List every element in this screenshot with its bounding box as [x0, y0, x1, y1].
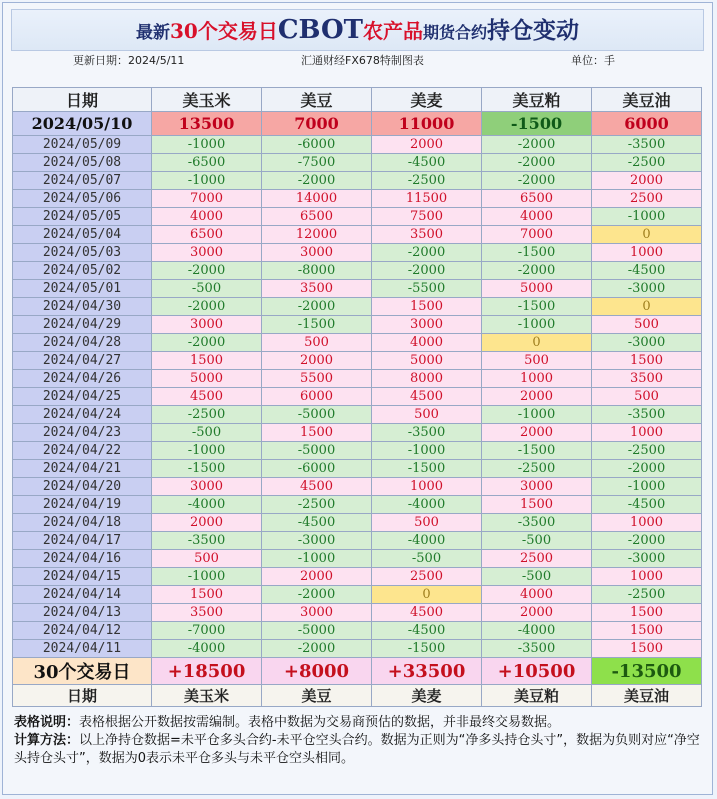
value-cell-soyoil: 1500 — [592, 352, 702, 370]
col-header-corn: 美玉米 — [152, 88, 262, 112]
value-cell-soyoil: -13500 — [592, 658, 702, 685]
value-cell-wheat: 8000 — [372, 370, 482, 388]
value-cell-wheat: 3500 — [372, 226, 482, 244]
value-cell-wheat: 1500 — [372, 298, 482, 316]
value-cell-wheat: +33500 — [372, 658, 482, 685]
value-cell-corn: -6500 — [152, 154, 262, 172]
value-cell-soybean: -8000 — [262, 262, 372, 280]
footer-row — [13, 685, 702, 707]
value-cell-soymeal: -1500 — [482, 442, 592, 460]
value-cell-corn: 500 — [152, 550, 262, 568]
note-method — [14, 732, 700, 768]
value-cell-wheat: -2000 — [372, 262, 482, 280]
value-cell-soyoil: 6000 — [592, 112, 702, 136]
value-cell-corn: -3500 — [152, 532, 262, 550]
value-cell-soyoil: 0 — [592, 298, 702, 316]
value-cell-wheat: -5500 — [372, 280, 482, 298]
date-cell: 2024/04/28 — [13, 334, 152, 352]
value-cell-corn: 3000 — [152, 478, 262, 496]
date-cell: 2024/04/30 — [13, 298, 152, 316]
value-cell-soymeal: -2000 — [482, 136, 592, 154]
date-cell: 2024/04/11 — [13, 640, 152, 658]
date-cell: 2024/04/20 — [13, 478, 152, 496]
value-cell-soyoil: 1500 — [592, 640, 702, 658]
value-cell-soyoil: 500 — [592, 388, 702, 406]
value-cell-wheat: -3500 — [372, 424, 482, 442]
date-cell: 2024/04/21 — [13, 460, 152, 478]
value-cell-wheat: 4500 — [372, 388, 482, 406]
value-cell-wheat: -500 — [372, 550, 482, 568]
value-cell-soymeal: -3500 — [482, 640, 592, 658]
value-cell-soyoil: -1000 — [592, 208, 702, 226]
value-cell-corn: -500 — [152, 424, 262, 442]
date-cell: 2024/05/07 — [13, 172, 152, 190]
value-cell-soymeal: -2000 — [482, 154, 592, 172]
date-cell: 2024/05/06 — [13, 190, 152, 208]
table-row — [13, 298, 702, 316]
value-cell-soymeal: -2000 — [482, 262, 592, 280]
table-row — [13, 406, 702, 424]
date-cell: 2024/04/12 — [13, 622, 152, 640]
value-cell-soymeal: 2000 — [482, 604, 592, 622]
value-cell-wheat: 5000 — [372, 352, 482, 370]
value-cell-soybean: -4500 — [262, 514, 372, 532]
col-header-soymeal: 美豆粕 — [482, 88, 592, 112]
value-cell-corn: -2000 — [152, 298, 262, 316]
value-cell-wheat: 500 — [372, 406, 482, 424]
value-cell-soyoil: -3500 — [592, 136, 702, 154]
value-cell-soybean: 1500 — [262, 424, 372, 442]
note-method-text: 以上净持仓数据=未平仓多头合约-未平仓空头合约。数据为正则为“净多头持仓头寸”，数据为负则对应“净空头持仓头寸”，数据为0表示未平仓多头与未平仓空头相同。 — [14, 733, 700, 766]
value-cell-soymeal: -500 — [482, 532, 592, 550]
value-cell-corn: +18500 — [152, 658, 262, 685]
value-cell-wheat: 11500 — [372, 190, 482, 208]
value-cell-soybean: -5000 — [262, 406, 372, 424]
value-cell-corn: -4000 — [152, 496, 262, 514]
value-cell-wheat: -4500 — [372, 154, 482, 172]
table-row — [13, 226, 702, 244]
value-cell-soybean: 6500 — [262, 208, 372, 226]
value-cell-soymeal: 4000 — [482, 208, 592, 226]
page-title — [11, 9, 704, 51]
date-cell: 2024/05/05 — [13, 208, 152, 226]
date-cell: 2024/05/02 — [13, 262, 152, 280]
value-cell-soymeal: 4000 — [482, 586, 592, 604]
table-row — [13, 514, 702, 532]
table-row — [13, 172, 702, 190]
note-description — [14, 714, 700, 732]
table-row — [13, 622, 702, 640]
value-cell-soymeal: +10500 — [482, 658, 592, 685]
value-cell-soymeal: 0 — [482, 334, 592, 352]
value-cell-corn: -7000 — [152, 622, 262, 640]
value-cell-soybean: 4500 — [262, 478, 372, 496]
date-cell: 2024/04/25 — [13, 388, 152, 406]
value-cell-soybean: -3000 — [262, 532, 372, 550]
value-cell-soybean: 3000 — [262, 244, 372, 262]
value-cell-soymeal: -1500 — [482, 244, 592, 262]
value-cell-wheat: -2500 — [372, 172, 482, 190]
value-cell-soybean: -2500 — [262, 496, 372, 514]
value-cell-wheat: 4500 — [372, 604, 482, 622]
value-cell-soybean: -2000 — [262, 640, 372, 658]
value-cell-soybean: -6000 — [262, 460, 372, 478]
table-row — [13, 640, 702, 658]
value-cell-soybean: -7500 — [262, 154, 372, 172]
date-cell: 2024/05/03 — [13, 244, 152, 262]
table-row — [13, 316, 702, 334]
value-cell-soymeal: 1000 — [482, 370, 592, 388]
date-cell: 2024/04/18 — [13, 514, 152, 532]
foot-header-soymeal: 美豆粕 — [482, 685, 592, 707]
table-row — [13, 280, 702, 298]
value-cell-soymeal: 2000 — [482, 424, 592, 442]
date-cell: 2024/04/23 — [13, 424, 152, 442]
update-date: 更新日期：2024/5/11 — [73, 54, 185, 67]
table-row — [13, 460, 702, 478]
value-cell-soybean: -2000 — [262, 298, 372, 316]
table-row — [13, 352, 702, 370]
position-table — [12, 87, 702, 707]
unit-label: 单位：手 — [571, 54, 615, 67]
date-cell: 2024/04/16 — [13, 550, 152, 568]
value-cell-corn: 3500 — [152, 604, 262, 622]
value-cell-corn: 5000 — [152, 370, 262, 388]
value-cell-soymeal: -1000 — [482, 406, 592, 424]
latest-row — [13, 112, 702, 136]
value-cell-soybean: 2000 — [262, 352, 372, 370]
table-row — [13, 532, 702, 550]
value-cell-soyoil: -2000 — [592, 532, 702, 550]
value-cell-soymeal: 6500 — [482, 190, 592, 208]
value-cell-soybean: 500 — [262, 334, 372, 352]
value-cell-soybean: -5000 — [262, 442, 372, 460]
value-cell-soybean: 14000 — [262, 190, 372, 208]
value-cell-corn: 6500 — [152, 226, 262, 244]
value-cell-wheat: 500 — [372, 514, 482, 532]
table-row — [13, 442, 702, 460]
value-cell-soymeal: -4000 — [482, 622, 592, 640]
value-cell-corn: -2500 — [152, 406, 262, 424]
table-row — [13, 388, 702, 406]
value-cell-wheat: -1500 — [372, 640, 482, 658]
value-cell-corn: -2000 — [152, 334, 262, 352]
col-header-date: 日期 — [13, 88, 152, 112]
value-cell-soymeal: 7000 — [482, 226, 592, 244]
value-cell-soybean: -1000 — [262, 550, 372, 568]
table-row — [13, 136, 702, 154]
foot-header-corn: 美玉米 — [152, 685, 262, 707]
value-cell-soybean: 12000 — [262, 226, 372, 244]
title-part-cbot: CBOT — [277, 15, 363, 45]
value-cell-corn: -500 — [152, 280, 262, 298]
value-cell-soyoil: -4500 — [592, 262, 702, 280]
date-cell: 2024/04/13 — [13, 604, 152, 622]
value-cell-wheat: 2000 — [372, 136, 482, 154]
value-cell-soybean: 3500 — [262, 280, 372, 298]
table-row — [13, 208, 702, 226]
value-cell-wheat: -2000 — [372, 244, 482, 262]
date-cell: 2024/04/26 — [13, 370, 152, 388]
source-label: 汇通财经FX678特制图表 — [301, 54, 424, 67]
value-cell-soyoil: 1000 — [592, 424, 702, 442]
date-cell: 2024/04/24 — [13, 406, 152, 424]
value-cell-soymeal: -3500 — [482, 514, 592, 532]
summary-row — [13, 658, 702, 685]
value-cell-soymeal: -1500 — [482, 298, 592, 316]
value-cell-wheat: -4000 — [372, 532, 482, 550]
value-cell-soyoil: -2500 — [592, 586, 702, 604]
note-description-text: 表格根据公开数据按需编制。表格中数据为交易商预估的数据，并非最终交易数据。 — [79, 715, 561, 730]
value-cell-corn: 1500 — [152, 586, 262, 604]
table-row — [13, 370, 702, 388]
table-row — [13, 550, 702, 568]
value-cell-soybean: 7000 — [262, 112, 372, 136]
value-cell-soyoil: 0 — [592, 226, 702, 244]
value-cell-soybean: -2000 — [262, 172, 372, 190]
table-row — [13, 262, 702, 280]
value-cell-wheat: 11000 — [372, 112, 482, 136]
summary-label: 30个交易日 — [13, 658, 152, 685]
value-cell-corn: -1000 — [152, 172, 262, 190]
title-part-position: 持仓变动 — [487, 17, 579, 44]
title-part-futures: 期货合约 — [422, 23, 487, 42]
table-row — [13, 334, 702, 352]
value-cell-soybean: +8000 — [262, 658, 372, 685]
value-cell-corn: -1500 — [152, 460, 262, 478]
value-cell-soybean: 6000 — [262, 388, 372, 406]
value-cell-corn: -1000 — [152, 442, 262, 460]
value-cell-soyoil: -3500 — [592, 406, 702, 424]
date-cell: 2024/04/15 — [13, 568, 152, 586]
value-cell-corn: 3000 — [152, 316, 262, 334]
value-cell-soyoil: 500 — [592, 316, 702, 334]
foot-header-soyoil: 美豆油 — [592, 685, 702, 707]
value-cell-soyoil: -2500 — [592, 442, 702, 460]
value-cell-soyoil: 2500 — [592, 190, 702, 208]
value-cell-soybean: 3000 — [262, 604, 372, 622]
value-cell-soymeal: -500 — [482, 568, 592, 586]
value-cell-soymeal: -1000 — [482, 316, 592, 334]
value-cell-soymeal: 2500 — [482, 550, 592, 568]
value-cell-corn: 7000 — [152, 190, 262, 208]
date-cell: 2024/04/17 — [13, 532, 152, 550]
value-cell-soyoil: -3000 — [592, 550, 702, 568]
value-cell-corn: 4000 — [152, 208, 262, 226]
value-cell-corn: -1000 — [152, 568, 262, 586]
value-cell-corn: 3000 — [152, 244, 262, 262]
value-cell-wheat: 0 — [372, 586, 482, 604]
value-cell-corn: 13500 — [152, 112, 262, 136]
value-cell-wheat: -1500 — [372, 460, 482, 478]
title-part-latest: 最新 — [135, 23, 170, 43]
col-header-wheat: 美麦 — [372, 88, 482, 112]
value-cell-soymeal: 1500 — [482, 496, 592, 514]
note-description-label: 表格说明： — [14, 715, 80, 730]
value-cell-soyoil: 1500 — [592, 622, 702, 640]
value-cell-soybean: -1500 — [262, 316, 372, 334]
value-cell-wheat: 4000 — [372, 334, 482, 352]
date-cell: 2024/05/10 — [13, 112, 152, 136]
note-method-label: 计算方法： — [14, 733, 80, 748]
date-cell: 2024/04/14 — [13, 586, 152, 604]
title-part-days: 30个交易日 — [169, 19, 278, 43]
header-row — [13, 88, 702, 112]
col-header-soybean: 美豆 — [262, 88, 372, 112]
value-cell-wheat: 2500 — [372, 568, 482, 586]
foot-header-soybean: 美豆 — [262, 685, 372, 707]
date-cell: 2024/04/19 — [13, 496, 152, 514]
value-cell-soyoil: 3500 — [592, 370, 702, 388]
foot-header-date: 日期 — [13, 685, 152, 707]
date-cell: 2024/05/09 — [13, 136, 152, 154]
table-body — [13, 112, 702, 685]
value-cell-soymeal: 500 — [482, 352, 592, 370]
value-cell-soyoil: 1500 — [592, 604, 702, 622]
value-cell-soyoil: 1000 — [592, 244, 702, 262]
table-row — [13, 568, 702, 586]
value-cell-soymeal: -1500 — [482, 112, 592, 136]
value-cell-soymeal: -2500 — [482, 460, 592, 478]
value-cell-corn: 2000 — [152, 514, 262, 532]
date-cell: 2024/05/04 — [13, 226, 152, 244]
value-cell-soybean: -6000 — [262, 136, 372, 154]
value-cell-wheat: 1000 — [372, 478, 482, 496]
value-cell-soyoil: 1000 — [592, 514, 702, 532]
value-cell-soymeal: 3000 — [482, 478, 592, 496]
table-row — [13, 496, 702, 514]
date-cell: 2024/05/01 — [13, 280, 152, 298]
table-row — [13, 586, 702, 604]
table-row — [13, 190, 702, 208]
value-cell-corn: -2000 — [152, 262, 262, 280]
value-cell-soyoil: -1000 — [592, 478, 702, 496]
value-cell-corn: -1000 — [152, 136, 262, 154]
date-cell: 2024/04/22 — [13, 442, 152, 460]
value-cell-wheat: 3000 — [372, 316, 482, 334]
value-cell-wheat: -4500 — [372, 622, 482, 640]
value-cell-wheat: 7500 — [372, 208, 482, 226]
value-cell-soybean: -2000 — [262, 586, 372, 604]
table-row — [13, 154, 702, 172]
value-cell-wheat: -4000 — [372, 496, 482, 514]
notes-section — [14, 714, 700, 768]
value-cell-soymeal: -2000 — [482, 172, 592, 190]
value-cell-wheat: -1000 — [372, 442, 482, 460]
value-cell-soyoil: -4500 — [592, 496, 702, 514]
value-cell-corn: 1500 — [152, 352, 262, 370]
value-cell-corn: 4500 — [152, 388, 262, 406]
value-cell-soyoil: 2000 — [592, 172, 702, 190]
date-cell: 2024/05/08 — [13, 154, 152, 172]
foot-header-wheat: 美麦 — [372, 685, 482, 707]
table-row — [13, 424, 702, 442]
table-row — [13, 244, 702, 262]
value-cell-soyoil: -3000 — [592, 280, 702, 298]
value-cell-soybean: -5000 — [262, 622, 372, 640]
value-cell-corn: -4000 — [152, 640, 262, 658]
title-part-agri: 农产品 — [362, 19, 423, 43]
col-header-soyoil: 美豆油 — [592, 88, 702, 112]
date-cell: 2024/04/27 — [13, 352, 152, 370]
date-cell: 2024/04/29 — [13, 316, 152, 334]
table-row — [13, 478, 702, 496]
value-cell-soymeal: 5000 — [482, 280, 592, 298]
meta-bar — [11, 53, 704, 69]
value-cell-soyoil: -2000 — [592, 460, 702, 478]
value-cell-soymeal: 2000 — [482, 388, 592, 406]
value-cell-soyoil: -3000 — [592, 334, 702, 352]
table-row — [13, 604, 702, 622]
value-cell-soybean: 2000 — [262, 568, 372, 586]
value-cell-soybean: 5500 — [262, 370, 372, 388]
value-cell-soyoil: 1000 — [592, 568, 702, 586]
value-cell-soyoil: -2500 — [592, 154, 702, 172]
